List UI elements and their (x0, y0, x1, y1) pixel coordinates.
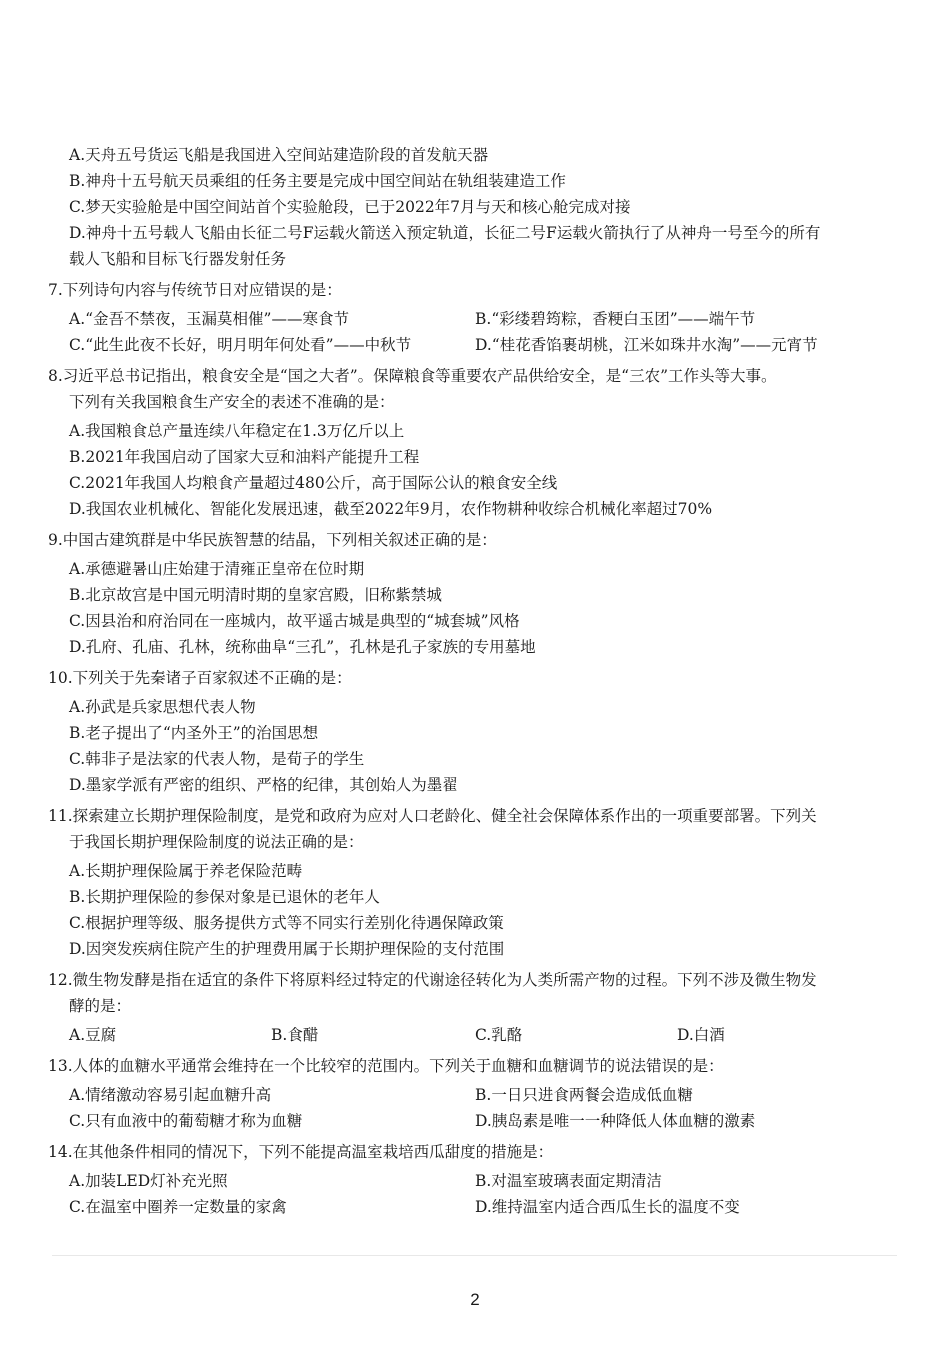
q10-option-d: D.墨家学派有严密的组织、严格的纪律，其创始人为墨翟 (69, 776, 458, 794)
q13-option-d: D.胰岛素是唯一一种降低人体血糖的激素 (475, 1112, 756, 1130)
q10-option-b: B.老子提出了“内圣外王”的治国思想 (69, 724, 319, 742)
q11-option-d: D.因突发疾病住院产生的护理费用属于长期护理保险的支付范围 (69, 940, 505, 958)
q10-option-a: A.孙武是兵家思想代表人物 (69, 698, 256, 716)
q9-option-d: D.孔府、孔庙、孔林，统称曲阜“三孔”，孔林是孔子家族的专用墓地 (69, 638, 536, 656)
q7-stem: 7.下列诗句内容与传统节日对应错误的是： (48, 281, 342, 299)
q8-option-c: C.2021年我国人均粮食产量超过480公斤，高于国际公认的粮食安全线 (69, 474, 558, 492)
q12-option-a: A.豆腐 (69, 1026, 117, 1044)
q8-option-d: D.我国农业机械化、智能化发展迅速，截至2022年9月，农作物耕种收综合机械化率超过70% (69, 500, 713, 518)
q14-option-d: D.维持温室内适合西瓜生长的温度不变 (475, 1198, 740, 1216)
q8-stem-line1: 8.习近平总书记指出，粮食安全是“国之大者”。保障粮食等重要农产品供给安全，是“三农”工作头等大事。 (48, 367, 777, 385)
footer-divider (52, 1255, 897, 1256)
q8-option-b: B.2021年我国启动了国家大豆和油料产能提升工程 (69, 448, 420, 466)
q11-option-a: A.长期护理保险属于养老保险范畴 (69, 862, 303, 880)
q13-stem: 13.人体的血糖水平通常会维持在一个比较窄的范围内。下列关于血糖和血糖调节的说法错误的是： (48, 1057, 724, 1075)
q10-option-c: C.韩非子是法家的代表人物，是荀子的学生 (69, 750, 365, 768)
q14-stem: 14.在其他条件相同的情况下，下列不能提高温室栽培西瓜甜度的措施是： (48, 1143, 554, 1161)
q11-stem-line1: 11.探索建立长期护理保险制度，是党和政府为应对人口老龄化、健全社会保障体系作出的一项重要部署。下列关 (48, 807, 817, 825)
q7-option-d: D.“桂花香馅裹胡桃，江米如珠井水淘”——元宵节 (475, 336, 818, 354)
page-number: 2 (470, 1290, 480, 1309)
q12-option-c: C.乳酪 (475, 1026, 523, 1044)
q14-option-a: A.加装LED灯补充光照 (69, 1172, 228, 1190)
q9-option-c: C.因县治和府治同在一座城内，故平遥古城是典型的“城套城”风格 (69, 612, 520, 630)
q12-option-d: D.白酒 (677, 1026, 725, 1044)
q11-option-c: C.根据护理等级、服务提供方式等不同实行差别化待遇保障政策 (69, 914, 504, 932)
q12-stem-line1: 12.微生物发酵是指在适宜的条件下将原料经过特定的代谢途径转化为人类所需产物的过程。下列不涉及微生物发 (48, 971, 817, 989)
q6-option-a: A.天舟五号货运飞船是我国进入空间站建造阶段的首发航天器 (69, 146, 489, 164)
q8-stem-line2: 下列有关我国粮食生产安全的表述不准确的是： (69, 393, 395, 411)
q7-option-c: C.“此生此夜不长好，明月明年何处看”——中秋节 (69, 336, 412, 354)
q8-option-a: A.我国粮食总产量连续八年稳定在1.3万亿斤以上 (69, 422, 405, 440)
q13-option-b: B.一日只进食两餐会造成低血糖 (475, 1086, 693, 1104)
q7-option-a: A.“金吾不禁夜，玉漏莫相催”——寒食节 (69, 310, 349, 328)
q6-option-b: B.神舟十五号航天员乘组的任务主要是完成中国空间站在轨组装建造工作 (69, 172, 566, 190)
q6-option-d-line2: 载人飞船和目标飞行器发射任务 (69, 250, 287, 268)
q10-stem: 10.下列关于先秦诸子百家叙述不正确的是： (48, 669, 352, 687)
q13-option-a: A.情绪激动容易引起血糖升高 (69, 1086, 272, 1104)
q14-option-b: B.对温室玻璃表面定期清洁 (475, 1172, 662, 1190)
q11-stem-line2: 于我国长期护理保险制度的说法正确的是： (69, 833, 364, 851)
q9-option-b: B.北京故宫是中国元明清时期的皇家宫殿，旧称紫禁城 (69, 586, 442, 604)
q12-option-b: B.食醋 (271, 1026, 319, 1044)
q6-option-c: C.梦天实验舱是中国空间站首个实验舱段，已于2022年7月与天和核心舱完成对接 (69, 198, 631, 216)
q11-option-b: B.长期护理保险的参保对象是已退休的老年人 (69, 888, 380, 906)
q14-option-c: C.在温室中圈养一定数量的家禽 (69, 1198, 287, 1216)
q9-stem: 9.中国古建筑群是中华民族智慧的结晶，下列相关叙述正确的是： (48, 531, 497, 549)
q9-option-a: A.承德避暑山庄始建于清雍正皇帝在位时期 (69, 560, 365, 578)
q7-option-b: B.“彩缕碧筠粽，香粳白玉团”——端午节 (475, 310, 756, 328)
q12-stem-line2: 酵的是： (69, 997, 132, 1015)
q13-option-c: C.只有血液中的葡萄糖才称为血糖 (69, 1112, 303, 1130)
q6-option-d-line1: D.神舟十五号载人飞船由长征二号F运载火箭送入预定轨道，长征二号F运载火箭执行了从神舟一号至今的所有 (69, 224, 821, 242)
